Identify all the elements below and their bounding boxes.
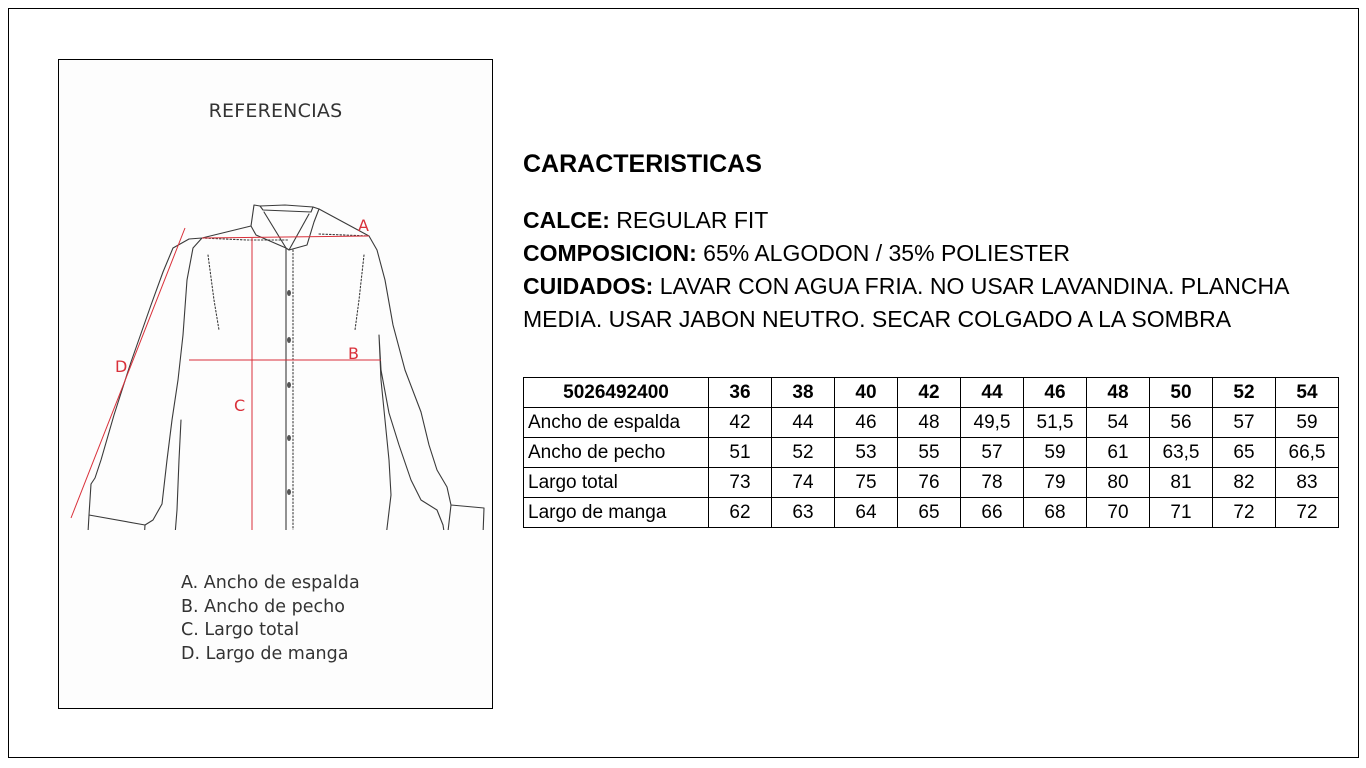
table-cell: 75 xyxy=(835,468,898,498)
table-cell: 57 xyxy=(961,438,1024,468)
legend-item-d: D. Largo de manga xyxy=(181,643,349,664)
characteristics-details xyxy=(523,204,1323,336)
size-header: 50 xyxy=(1150,378,1213,408)
composicion-value: 65% ALGODON / 35% POLIESTER xyxy=(696,240,1071,266)
table-cell: 73 xyxy=(709,468,772,498)
calce-line xyxy=(523,204,1323,237)
table-cell: 65 xyxy=(1213,438,1276,468)
table-row xyxy=(524,498,1339,528)
size-header: 54 xyxy=(1276,378,1339,408)
table-cell: 78 xyxy=(961,468,1024,498)
measure-line-a xyxy=(202,236,369,238)
size-header: 36 xyxy=(709,378,772,408)
marker-d: D xyxy=(115,357,128,376)
references-panel xyxy=(58,59,493,709)
table-cell: 61 xyxy=(1087,438,1150,468)
table-cell: 76 xyxy=(898,468,961,498)
table-cell: 82 xyxy=(1213,468,1276,498)
table-cell: 51 xyxy=(709,438,772,468)
table-cell: 66,5 xyxy=(1276,438,1339,468)
references-legend xyxy=(181,572,360,666)
measure-line-d xyxy=(71,228,185,518)
table-cell: 65 xyxy=(898,498,961,528)
row-label: Largo de manga xyxy=(524,498,709,528)
table-cell: 70 xyxy=(1087,498,1150,528)
table-cell: 51,5 xyxy=(1024,408,1087,438)
table-cell: 57 xyxy=(1213,408,1276,438)
composicion-label: COMPOSICION: xyxy=(523,240,697,266)
table-cell: 63,5 xyxy=(1150,438,1213,468)
table-cell: 66 xyxy=(961,498,1024,528)
references-title: REFERENCIAS xyxy=(208,100,343,122)
marker-b: B xyxy=(348,344,359,363)
table-cell: 63 xyxy=(772,498,835,528)
table-row xyxy=(524,468,1339,498)
table-cell: 55 xyxy=(898,438,961,468)
table-cell: 81 xyxy=(1150,468,1213,498)
table-cell: 49,5 xyxy=(961,408,1024,438)
size-header: 40 xyxy=(835,378,898,408)
size-table xyxy=(523,377,1339,528)
calce-label: CALCE: xyxy=(523,207,610,233)
legend-item-c: C. Largo total xyxy=(181,620,300,640)
composicion-line xyxy=(523,237,1323,270)
size-header: 52 xyxy=(1213,378,1276,408)
size-header: 38 xyxy=(772,378,835,408)
size-header-row xyxy=(524,378,1339,408)
table-cell: 52 xyxy=(772,438,835,468)
table-cell: 74 xyxy=(772,468,835,498)
table-cell: 53 xyxy=(835,438,898,468)
characteristics-heading: CARACTERISTICAS xyxy=(523,150,762,178)
calce-value: REGULAR FIT xyxy=(609,207,769,233)
shirt-body-outline xyxy=(89,226,251,525)
size-header: 46 xyxy=(1024,378,1087,408)
table-cell: 59 xyxy=(1024,438,1087,468)
table-cell: 83 xyxy=(1276,468,1339,498)
marker-a: A xyxy=(358,216,369,235)
table-cell: 54 xyxy=(1087,408,1150,438)
table-row xyxy=(524,408,1339,438)
size-header: 44 xyxy=(961,378,1024,408)
shirt-buttons xyxy=(287,290,291,530)
row-label: Ancho de pecho xyxy=(524,438,709,468)
cuidados-label: CUIDADOS: xyxy=(523,273,654,299)
marker-c: C xyxy=(234,396,246,415)
table-cell: 79 xyxy=(1024,468,1087,498)
legend-item-a: A. Ancho de espalda xyxy=(181,573,360,593)
row-label: Ancho de espalda xyxy=(524,408,709,438)
table-cell: 44 xyxy=(772,408,835,438)
table-cell: 62 xyxy=(709,498,772,528)
table-cell: 80 xyxy=(1087,468,1150,498)
shirt-diagram xyxy=(59,130,492,530)
size-header: 48 xyxy=(1087,378,1150,408)
table-cell: 42 xyxy=(709,408,772,438)
table-cell: 59 xyxy=(1276,408,1339,438)
legend-item-b: B. Ancho de pecho xyxy=(181,596,345,617)
product-code: 5026492400 xyxy=(524,378,709,408)
table-cell: 72 xyxy=(1213,498,1276,528)
cuidados-line xyxy=(523,270,1323,336)
row-label: Largo total xyxy=(524,468,709,498)
table-cell: 46 xyxy=(835,408,898,438)
table-cell: 72 xyxy=(1276,498,1339,528)
table-cell: 68 xyxy=(1024,498,1087,528)
table-row xyxy=(524,438,1339,468)
table-cell: 48 xyxy=(898,408,961,438)
size-header: 42 xyxy=(898,378,961,408)
table-cell: 64 xyxy=(835,498,898,528)
table-cell: 56 xyxy=(1150,408,1213,438)
table-cell: 71 xyxy=(1150,498,1213,528)
cuidados-value: LAVAR CON AGUA FRIA. NO USAR LAVANDINA. PLANCHA MEDIA. USAR JABON NEUTRO. SECAR COLGADO A LA SOMBRA xyxy=(523,273,1289,332)
